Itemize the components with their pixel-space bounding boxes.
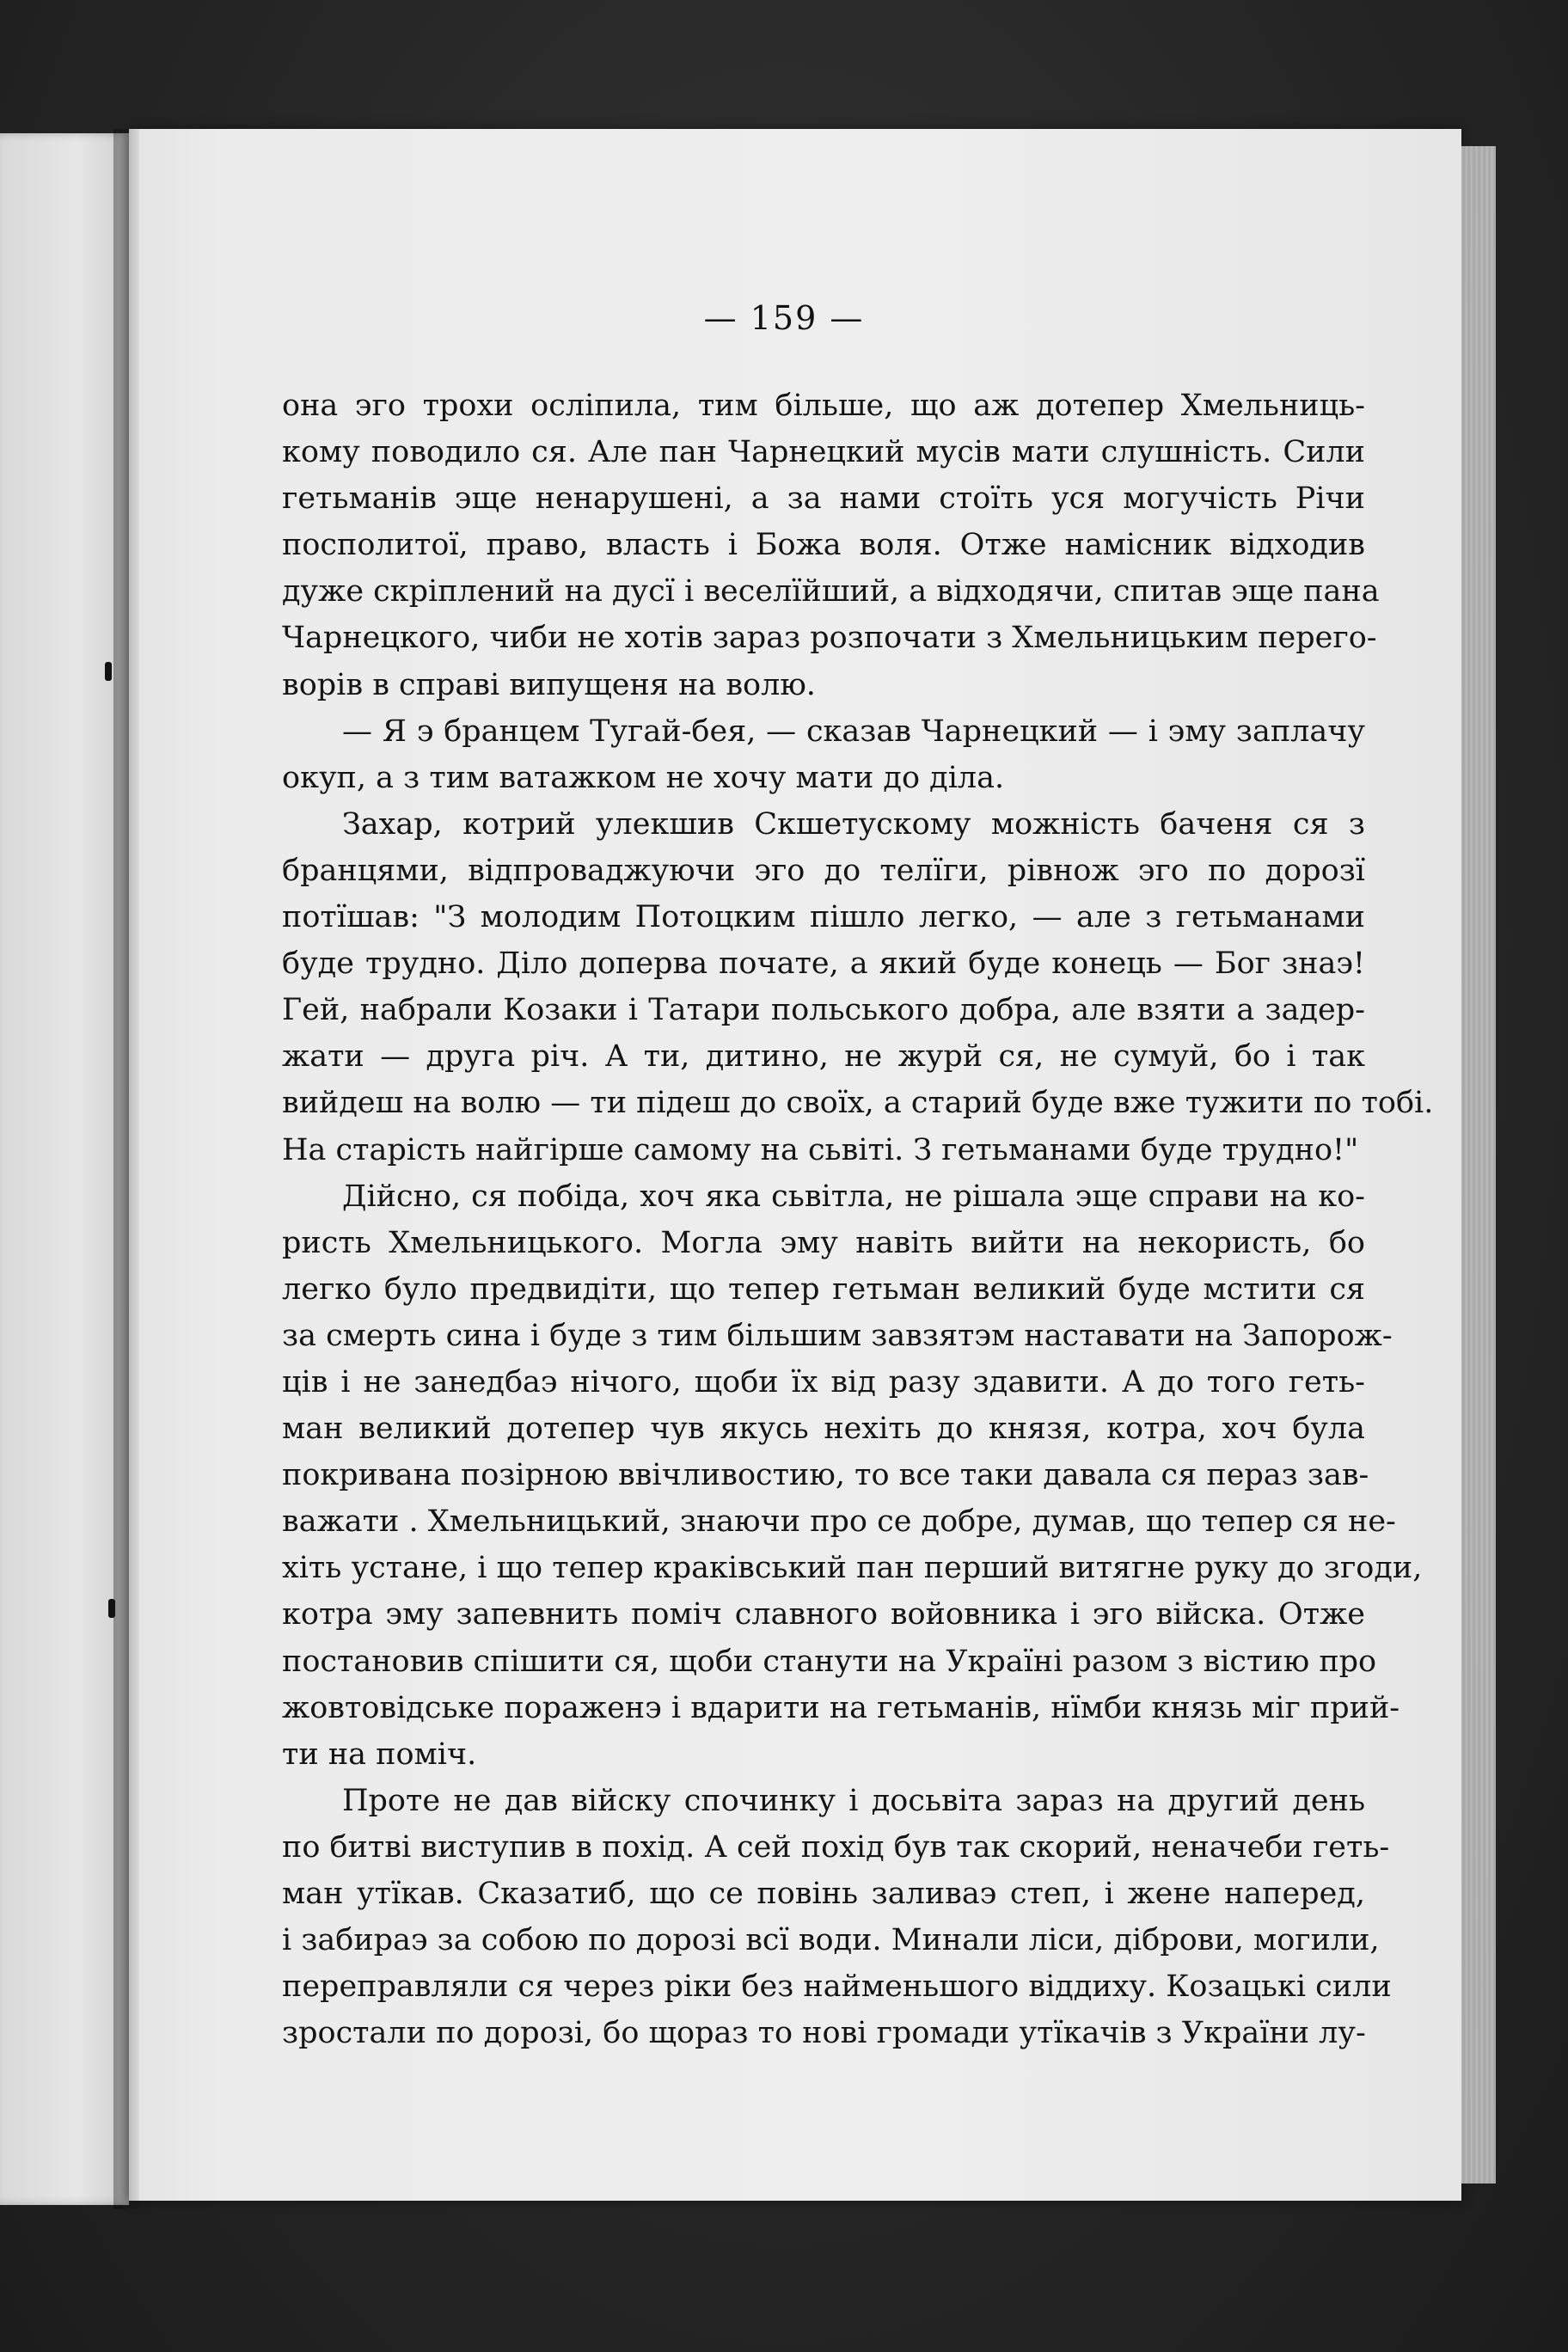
text-line: посполитої, право, власть і Божа воля. Отже намісник відходив	[282, 528, 1365, 563]
text-line: за смерть сина і буде з тим більшим завзятэм наставати на Запорож-	[282, 1318, 1393, 1353]
text-line: Проте не дав війску спочинку і досьвіта зараз на другий день	[342, 1783, 1365, 1818]
text-line: Захар, котрий улекшив Скшетускому можність баченя ся з	[342, 806, 1365, 842]
text-line: важати . Хмельницький, знаючи про се добре, думав, що тепер ся не-	[282, 1504, 1396, 1540]
text-line: ворів в справі випущеня на волю.	[282, 667, 816, 702]
page-number: — 159 —	[703, 299, 865, 337]
page-text	[282, 383, 1434, 2056]
book-gutter	[113, 129, 139, 2209]
text-line: гетьманів эще ненарушені, а за нами стоїть уся могучість Річи	[282, 481, 1365, 517]
binding-thread-mark	[108, 1599, 115, 1618]
text-line: ти на поміч.	[282, 1736, 477, 1772]
text-line: дуже скріплений на дусї і веселїйший, а відходячи, спитав эще пана	[282, 574, 1380, 609]
text-line: ристь Хмельницького. Могла эму навіть вийти на некористь, бо	[282, 1225, 1365, 1260]
text-line: окуп, а з тим ватажком не хочу мати до діла.	[282, 760, 1005, 795]
text-line: хіть устане, і що тепер краківський пан перший витягне руку до згоди,	[282, 1551, 1423, 1586]
text-line: буде трудно. Діло доперва почате, а який буде конець — Бог знаэ!	[282, 946, 1365, 982]
text-line: покривана позірною ввічливостию, то все таки давала ся пераз зав-	[282, 1458, 1369, 1493]
text-line: жати — друга річ. А ти, дитино, не журй ся, не сумуй, бо і так	[282, 1039, 1365, 1075]
text-line: і забираэ за собою по дорозі всї води. Минали ліси, діброви, могили,	[282, 1923, 1380, 1958]
binding-thread-mark	[105, 662, 112, 681]
text-line: ман утїкав. Сказатиб, що се повінь заливаэ степ, і жене наперед,	[282, 1877, 1365, 1911]
text-line: кому поводило ся. Але пан Чарнецкий мусів мати слушність. Сили	[282, 435, 1365, 470]
text-line: ців і не занедбаэ нічого, щоби їх від разу здавити. А до того геть-	[282, 1364, 1365, 1400]
text-line: легко було предвидіти, що тепер гетьман великий буде мстити ся	[282, 1271, 1365, 1307]
text-line: жовтовідське пораженэ і вдарити на гетьманів, нїмби князь міг прий-	[282, 1690, 1400, 1725]
text-line: вийдеш на волю — ти підеш до своїх, а старий буде вже тужити по тобі.	[282, 1086, 1434, 1121]
text-line: Гей, набрали Козаки і Татари польського добра, але взяти а задер-	[282, 993, 1365, 1028]
text-line: бранцями, відпроваджуючи эго до телїги, рівнож эго по дорозї	[282, 853, 1365, 888]
text-line: потїшав: "З молодим Потоцким пішло легко, — але з гетьманами	[282, 900, 1365, 935]
text-line: Чарнецкого, чиби не хотів зараз розпочати з Хмельницьким перего-	[282, 621, 1377, 656]
text-line: она эго трохи осліпила, тим більше, що аж дотепер Хмельниць-	[282, 389, 1365, 423]
text-line: переправляли ся через ріки без найменьшого віддиху. Козацькі сили	[282, 1969, 1392, 2005]
page-stack-edge	[1461, 146, 1496, 2184]
text-line: На старість найгірше самому на сьвіті. З гетьманами буде трудно!"	[282, 1132, 1359, 1167]
text-line: зростали по дорозі, бо щораз то нові громади утїкачів з України лу-	[282, 2016, 1366, 2051]
text-line: — Я э бранцем Тугай-бея, — сказав Чарнецкий — і эму заплачу	[342, 714, 1365, 749]
text-line: постановив спішити ся, щоби станути на Україні разом з вістию про	[282, 1644, 1377, 1679]
text-line: ман великий дотепер чув якусь нехіть до князя, котра, хоч була	[282, 1412, 1365, 1447]
left-page-edge	[0, 133, 129, 2205]
text-line: по битві виступив в похід. А сей похід був так скорий, неначеби геть-	[282, 1829, 1390, 1865]
text-line: котра эму запевнить поміч славного войовника і эго війска. Отже	[282, 1597, 1365, 1632]
text-line: Дійсно, ся побіда, хоч яка сьвітла, не рішала эще справи на ко-	[342, 1179, 1365, 1214]
